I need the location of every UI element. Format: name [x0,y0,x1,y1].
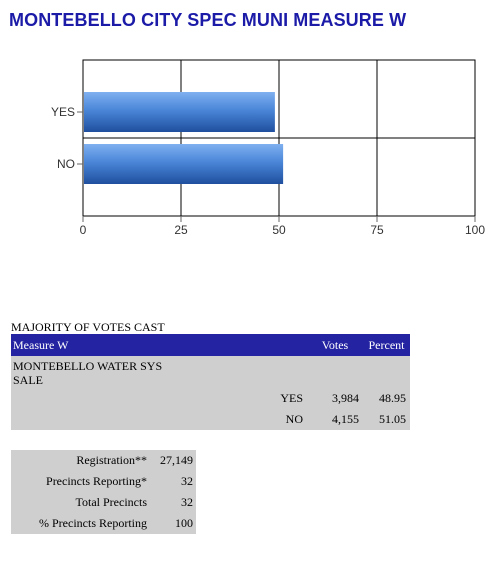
stats-value: 27,149 [160,453,193,467]
stats-value: 32 [181,474,193,488]
stats-row [11,513,196,534]
stats-label: % Precincts Reporting [39,516,147,530]
stats-row [11,450,196,471]
stats-value: 32 [181,495,193,509]
x-axis-ticks [80,216,486,237]
results-panel [11,320,410,430]
results-bar-chart [0,48,501,248]
choice-percent: 48.95 [363,388,410,409]
header-measure: Measure W [11,334,307,356]
choice-label: NO [11,409,307,430]
stats-label: Precincts Reporting* [46,474,147,488]
category-label: NO [57,157,75,171]
stats-row [11,471,196,492]
results-table [11,334,410,430]
header-percent: Percent [363,334,410,356]
table-row [11,409,410,430]
choice-percent: 51.05 [363,409,410,430]
stats-label: Registration** [76,453,147,467]
stats-value: 100 [175,516,193,530]
x-tick-label: 75 [370,223,384,237]
stats-label: Total Precincts [75,495,147,509]
results-header-row [11,334,410,356]
precinct-stats [11,450,196,534]
measure-name-row [11,356,410,388]
x-tick-label: 100 [464,223,486,237]
x-tick-label: 0 [79,223,87,237]
choice-votes: 4,155 [307,409,363,430]
header-votes: Votes [307,334,363,356]
choice-votes: 3,984 [307,388,363,409]
x-tick-label: 50 [272,223,286,237]
results-caption: MAJORITY OF VOTES CAST [11,320,165,334]
page-title: MONTEBELLO CITY SPEC MUNI MEASURE W [9,10,407,30]
measure-name [11,356,410,388]
bar-yes [84,92,275,132]
table-row [11,388,410,409]
measure-name-text: MONTEBELLO WATER SYS SALE [13,359,163,387]
category-label: YES [50,105,75,119]
stats-row [11,492,196,513]
choice-label: YES [11,388,307,409]
x-tick-label: 25 [174,223,188,237]
category-ticks [51,105,83,171]
bar-no [84,144,283,184]
stats-table [11,450,196,534]
